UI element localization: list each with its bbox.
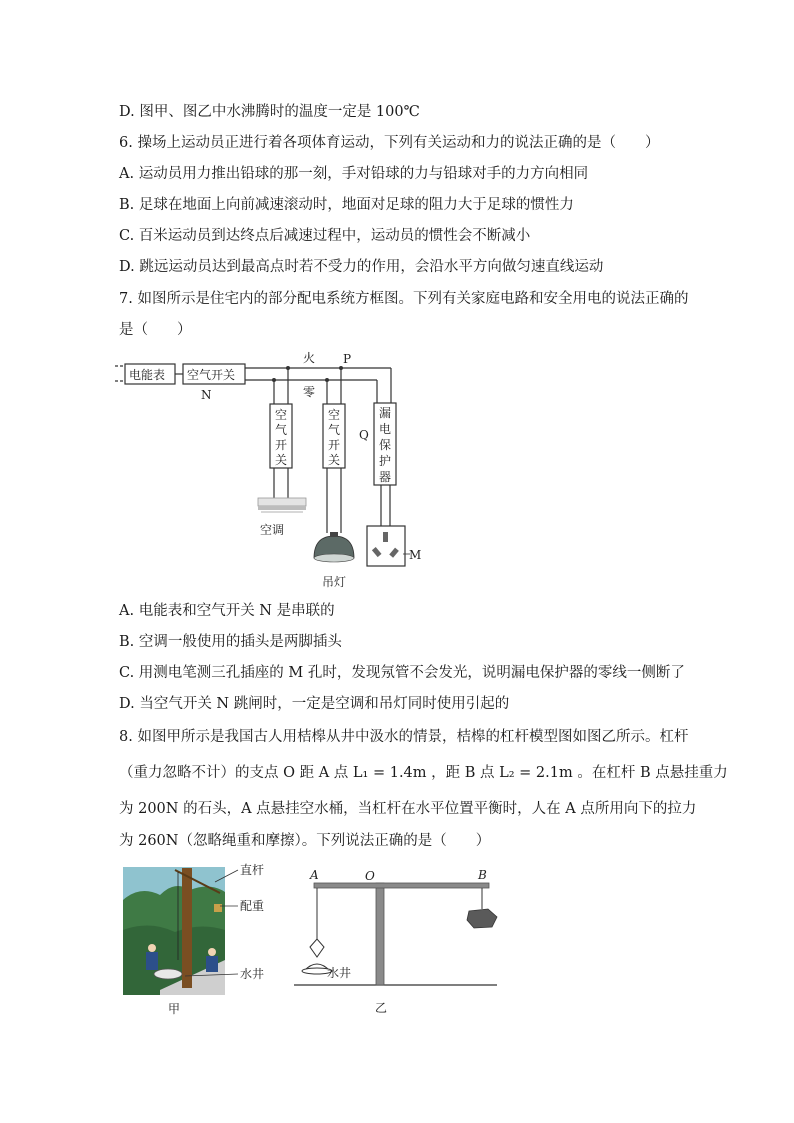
- point-o-label: O: [365, 869, 375, 883]
- question-6-option-b: B. 足球在地面上向前减速滚动时，地面对足球的阻力大于足球的惯性力: [119, 197, 574, 213]
- pendant-lamp-icon: [314, 532, 354, 562]
- meter-label: 电能表: [129, 368, 166, 382]
- figure-yi-lever-model: [292, 865, 502, 1020]
- q-label: Q: [359, 428, 369, 442]
- question-7-option-d: D. 当空气开关 N 跳闸时，一定是空调和吊灯同时使用引起的: [119, 696, 510, 712]
- well-mouth: [154, 969, 182, 979]
- figure-jia-illustration: [120, 860, 300, 1020]
- main-switch-label: 空气开关: [187, 368, 236, 382]
- question-8-stem-line4: 为 260N（忽略绳重和摩擦）。下列说法正确的是（ ）: [119, 833, 491, 849]
- sw2-char: 关: [328, 453, 341, 467]
- well-label: 水井: [240, 967, 265, 981]
- point-a-label: A: [310, 868, 319, 882]
- question-6-option-c: C. 百米运动员到达终点后减速过程中，运动员的惯性会不断减小: [119, 228, 531, 244]
- neutral-label: 零: [303, 385, 316, 399]
- support-post: [376, 883, 384, 985]
- socket-left-hole: [372, 547, 382, 557]
- circuit-diagram: [115, 348, 435, 593]
- person-right: [206, 956, 218, 972]
- question-6-stem: 6. 操场上运动员正进行着各项体育运动，下列有关运动和力的说法正确的是（ ）: [119, 135, 660, 151]
- tree-trunk: [182, 868, 192, 988]
- n-label: N: [201, 388, 212, 402]
- rcd-char: 保: [379, 438, 392, 452]
- sw2-char: 开: [328, 438, 341, 452]
- m-label: M: [409, 548, 422, 562]
- sw1-char: 空: [275, 408, 288, 422]
- counterweight-block: [214, 904, 222, 912]
- question-7-option-b: B. 空调一般使用的插头是两脚插头: [119, 634, 342, 650]
- figure-yi-caption: 乙: [375, 1001, 388, 1015]
- question-7-stem-line1: 7. 如图所示是住宅内的部分配电系统方框图。下列有关家庭电路和安全用电的说法正确的: [119, 291, 689, 307]
- point-b-label: B: [478, 868, 487, 882]
- stone-icon: [467, 909, 497, 928]
- question-6-option-a: A. 运动员用力推出铅球的那一刻，手对铅球的力与铅球对手的力方向相同: [119, 166, 589, 182]
- figure-jia-caption: 甲: [168, 1002, 181, 1016]
- bucket-icon: [310, 939, 324, 957]
- lever-bar: [314, 883, 489, 888]
- question-8-stem-line3: 为 200N 的石头，A 点悬挂空水桶，当杠杆在水平位置平衡时，人在 A 点所用向下的拉力: [119, 801, 697, 817]
- option-d-q5: D. 图甲、图乙中水沸腾时的温度一定是 100℃: [119, 104, 420, 120]
- rcd-char: 护: [379, 454, 392, 468]
- pole-label: 直杆: [240, 863, 265, 877]
- socket-earth-hole: [383, 532, 388, 542]
- well-label-yi: 水井: [327, 966, 352, 980]
- question-7-option-c: C. 用测电笔测三孔插座的 M 孔时，发现氖管不会发光，说明漏电保护器的零线一侧断了: [119, 665, 685, 681]
- sw2-char: 气: [328, 423, 341, 437]
- sw1-char: 气: [275, 423, 288, 437]
- sw1-char: 开: [275, 438, 288, 452]
- question-8-stem-line1: 8. 如图甲所示是我国古人用桔槔从井中汲水的情景，桔槔的杠杆模型图如图乙所示。杠杆: [119, 729, 689, 745]
- air-conditioner-icon: [258, 498, 306, 513]
- counterweight-label: 配重: [240, 899, 265, 913]
- sw2-char: 空: [328, 408, 341, 422]
- question-7-stem-line2: 是（ ）: [119, 322, 192, 338]
- rcd-char: 电: [379, 422, 392, 436]
- p-label: P: [343, 352, 352, 366]
- question-6-option-d: D. 跳远运动员达到最高点时若不受力的作用，会沿水平方向做匀速直线运动: [119, 259, 604, 275]
- person-left: [146, 952, 158, 970]
- question-7-option-a: A. 电能表和空气开关 N 是串联的: [119, 603, 335, 619]
- sw1-char: 关: [275, 453, 288, 467]
- live-label: 火: [303, 351, 316, 365]
- question-8-stem-line2: （重力忽略不计）的支点 O 距 A 点 L₁ = 1.4m ，距 B 点 L₂ = 2.1m 。在杠杆 B 点悬挂重力: [119, 765, 728, 781]
- rcd-char: 漏: [379, 406, 392, 420]
- socket-right-hole: [389, 548, 399, 558]
- lamp-label: 吊灯: [322, 575, 347, 589]
- rcd-char: 器: [379, 470, 392, 484]
- ac-label: 空调: [260, 523, 285, 537]
